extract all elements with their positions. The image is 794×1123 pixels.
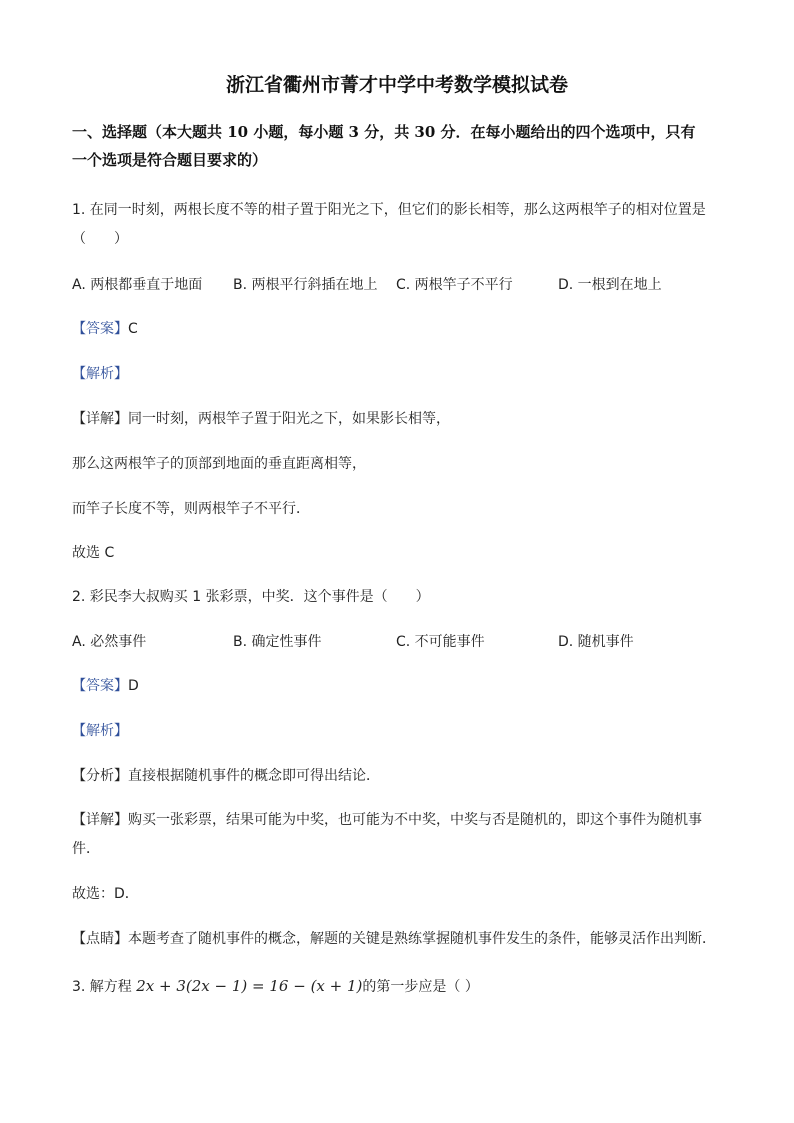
q2-stem: 2. 彩民李大叔购买 1 张彩票，中奖．这个事件是（ ） — [72, 589, 430, 605]
q2-dianjing-tag: 【点睛】 — [72, 931, 128, 947]
q2-answer — [72, 675, 139, 695]
q1-option-d: D. 一根到在地上 — [558, 277, 662, 293]
q2-option-a: A. 必然事件 — [72, 634, 147, 650]
q1-option-b: B. 两根平行斜插在地上 — [233, 277, 378, 293]
section-heading-line2: 一个选项是符合题目要求的） — [72, 151, 268, 169]
q1-detail-tag: 【详解】 — [72, 411, 128, 427]
q3-prefix: 3. 解方程 — [72, 979, 137, 995]
q1-detail-line1 — [72, 408, 450, 428]
q2-option-b: B. 确定性事件 — [233, 634, 322, 650]
q2-option-c: C. 不可能事件 — [396, 634, 485, 650]
q2-detail-line2: 件． — [72, 841, 100, 857]
q1-detail-text1: 同一时刻，两根竿子置于阳光之下，如果影长相等， — [128, 411, 450, 427]
q2-option-d: D. 随机事件 — [558, 634, 634, 650]
q2-conclusion: 故选：D． — [72, 886, 139, 902]
q2-detail-text1: 购买一张彩票，结果可能为中奖，也可能为不中奖，中奖与否是随机的，即这个事件为随机事 — [128, 812, 702, 828]
q1-stem-line1: 1. 在同一时刻，两根长度不等的柑子置于阳光之下，但它们的影长相等，那么这两根竿子的相对位置是 — [72, 202, 706, 218]
section-heading-line1: 一、选择题（本大题共 10 小题，每小题 3 分，共 30 分．在每小题给出的四个选项中，只有 — [72, 123, 696, 141]
q1-detail-line2: 那么这两根竿子的顶部到地面的垂直距离相等， — [72, 456, 366, 472]
q1-conclusion: 故选 C — [72, 545, 115, 561]
q3-suffix: 的第一步应是（ ） — [362, 979, 479, 995]
q2-detail-line1 — [72, 809, 702, 829]
q2-analysis-tag: 【解析】 — [72, 723, 128, 739]
q1-detail-line3: 而竿子长度不等，则两根竿子不平行． — [72, 501, 310, 517]
q2-answer-value: D — [128, 678, 139, 694]
q3-stem — [72, 976, 479, 996]
q2-dianjing — [72, 928, 716, 948]
q2-fenxi-tag: 【分析】 — [72, 768, 128, 784]
q1-stem-line2: （ ） — [72, 231, 128, 247]
page-title: 浙江省衢州市菁才中学中考数学模拟试卷 — [225, 74, 568, 96]
q2-answer-tag: 【答案】 — [72, 678, 128, 694]
q1-answer-tag: 【答案】 — [72, 321, 128, 337]
q2-dianjing-text: 本题考查了随机事件的概念，解题的关键是熟练掌握随机事件发生的条件，能够灵活作出判断． — [128, 931, 716, 947]
q2-detail-tag: 【详解】 — [72, 812, 128, 828]
q1-option-a: A. 两根都垂直于地面 — [72, 277, 203, 293]
section-heading — [72, 118, 722, 174]
q1-answer — [72, 318, 138, 338]
q1-analysis-tag: 【解析】 — [72, 366, 128, 382]
q1-answer-value: C — [128, 321, 138, 337]
q2-fenxi-text: 直接根据随机事件的概念即可得出结论． — [128, 768, 380, 784]
q1-option-c: C. 两根竿子不平行 — [396, 277, 513, 293]
q3-equation: 2x + 3(2x − 1) = 16 − (x + 1) — [136, 977, 363, 995]
q2-fenxi — [72, 765, 380, 785]
